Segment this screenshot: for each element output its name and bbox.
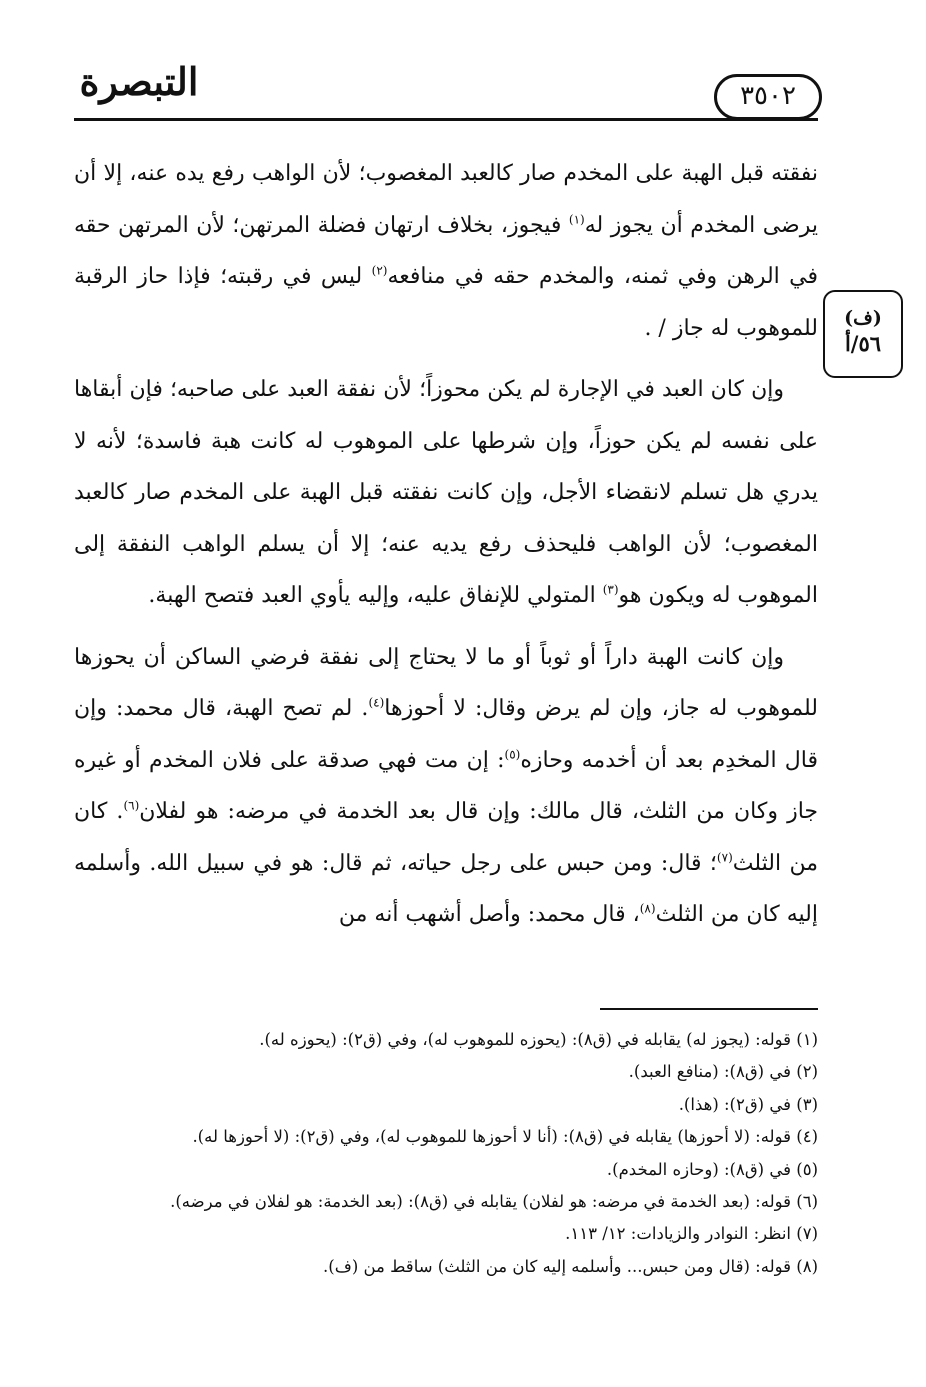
text-run: المتولي للإنفاق عليه، وإليه يأوي العبد فتصح الهبة.	[148, 583, 603, 608]
text-run: ؛ قال: ومن حبس على رجل حياته، ثم قال: هو في سبيل الله. وأسلمه إليه كان من الثلث	[74, 850, 818, 927]
footnote-8: (٨) قوله: (قال ومن حبس... وأسلمه إليه كان من الثلث) ساقط من (ف).	[323, 1256, 818, 1276]
folio-number: ٥٦/أ	[844, 331, 882, 356]
footnote-1: (١) قوله: (يجوز له) يقابله في (ق٨): (يحوزه للموهوب له)، وفي (ق٢): (يحوزه له).	[259, 1030, 818, 1049]
footnote-2: (٢) في (ق٨): (منافع العبد).	[628, 1062, 818, 1082]
footnote-ref-4[interactable]: (٤)	[368, 695, 385, 710]
text-run: ، قال محمد: وأصل أشهب أنه من	[338, 902, 640, 927]
header-divider	[74, 118, 818, 121]
footnotes-list	[74, 1024, 818, 1283]
page-number: ٣٥٠٢	[714, 74, 822, 120]
footnote-5: (٥) في (ق٨): (وحازه المخدم).	[606, 1159, 818, 1179]
footnote-ref-5[interactable]: (٥)	[504, 747, 521, 762]
text-run: وإن كانت الهبة داراً أو ثوباً أو ما لا يحتاج إلى نفقة فرضي الساكن أن يحوزها للموهوب له جاز، وإن لم يرض وقال: لا أحوزها	[74, 644, 819, 721]
footnote-4: (٤) قوله: (لا أحوزها) يقابله في (ق٨): (أنا لا أحوزها للموهوب له)، وفي (ق٢): (لا أحوزها له).	[192, 1127, 818, 1147]
paragraph-2	[74, 364, 818, 622]
footnote-ref-8[interactable]: (٨)	[639, 901, 656, 916]
text-run: ليس في رقبته؛ فإذا حاز الرقبة للموهوب له جاز / .	[74, 264, 818, 341]
text-run: وإن كان العبد في الإجارة لم يكن محوزاً؛ لأن نفقة العبد على صاحبه؛ فإن أبقاها على نفسه لم يكن حوزاً، وإن شرطها على الموهوب له كانت هبة فاسدة؛ لأنه لا يدري هل تسلم لانقضاء الأجل، وإن كانت نفقته قبل الهبة على المخدم صار كالعبد المغصوب؛ لأن الواهب فليحذف رفع يديه عنه؛ إلا أن يسلم الواهب النفقة إلى الموهوب له ويكون هو	[74, 377, 818, 608]
footnote-ref-1[interactable]: (١)	[568, 212, 585, 227]
footnote-divider	[600, 1008, 818, 1010]
manuscript-folio-marker	[823, 290, 903, 378]
paragraph-1	[74, 148, 818, 354]
footnote-6: (٦) قوله: (بعد الخدمة في مرضه: هو لفلان) يقابله في (ق٨): (بعد الخدمة: هو لفلان في مرضه).	[170, 1192, 818, 1212]
paragraph-3	[74, 632, 818, 941]
text-run: : إن مت فهي صدقة على فلان المخدم أو غيره جاز وكان من الثلث، قال مالك: وإن قال بعد الخدمة في مرضه: هو لفلان	[74, 747, 818, 824]
footnote-ref-2[interactable]: (٢)	[371, 263, 388, 278]
footnote-ref-3[interactable]: (٣)	[602, 582, 619, 597]
text-run: نفقته قبل الهبة على المخدم صار كالعبد المغصوب؛ لأن الواهب رفع يده عنه، إلا أن يرضى المخدم أن يجوز له	[74, 161, 818, 238]
main-text	[74, 148, 818, 951]
text-run: . كان من الثلث	[74, 799, 818, 876]
footnote-3: (٣) في (ق٢): (هذا).	[678, 1094, 818, 1114]
footnote-7: (٧) انظر: النوادر والزيادات: ١٢/ ١١٣.	[565, 1224, 818, 1244]
text-run: فيجوز، بخلاف ارتهان فضلة المرتهن؛ لأن المرتهن حقه في الرهن وفي ثمنه، والمخدم حقه في منافعه	[74, 212, 818, 289]
footnote-ref-7[interactable]: (٧)	[716, 850, 733, 865]
manuscript-siglum: (ف)	[844, 307, 882, 329]
running-header-title: التبصرة	[79, 59, 199, 104]
footnote-ref-6[interactable]: (٦)	[123, 798, 140, 813]
text-run: . لم تصح الهبة، قال محمد: وإن قال المخدِم بعد أن أخدمه وحازه	[74, 696, 818, 773]
